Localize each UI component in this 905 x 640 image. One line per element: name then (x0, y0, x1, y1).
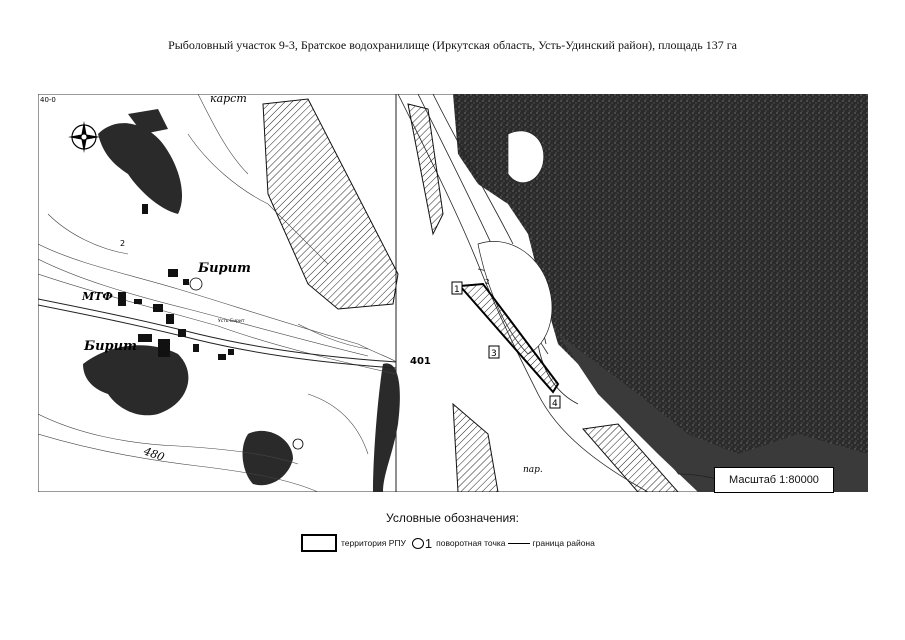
legend-turning-point-label: поворотная точка (436, 538, 506, 548)
label-mergl: мергл.аг. (413, 376, 463, 387)
label-birit-south: Бирит (84, 339, 137, 354)
turning-point-3 (489, 346, 499, 359)
border-line-icon (508, 543, 530, 544)
label-corner: 40-0 (40, 96, 56, 104)
svg-text:3: 3 (491, 349, 497, 359)
label-mtf: МТФ (82, 290, 113, 303)
page-title: Рыболовный участок 9-3, Братское водохранилище (Иркутская область, Усть-Удинский район), площадь 137 га (168, 38, 737, 52)
label-par: пар. (523, 465, 543, 475)
label-2-right: 2 (485, 278, 490, 286)
svg-text:4: 4 (552, 399, 558, 409)
legend-territory-swatch (301, 534, 337, 552)
label-elevation-480: 480 (141, 444, 167, 465)
label-road-name: Усть-Бирит (218, 319, 245, 324)
legend-territory-label: территория РПУ (341, 538, 406, 548)
legend-title: Условные обозначения: (386, 511, 519, 525)
legend-border-label: граница района (532, 538, 595, 548)
svg-text:1: 1 (454, 285, 460, 295)
label-birit-north: Бирит (198, 261, 251, 276)
label-karst: карст (210, 94, 247, 105)
turning-point-icon: 1 (412, 536, 432, 551)
turning-point-1 (452, 282, 462, 295)
turning-point-4 (550, 396, 560, 409)
map-scale: Масштаб 1:80000 (714, 467, 834, 493)
fishing-area-map (38, 94, 868, 492)
label-2-left: 2 (120, 239, 126, 248)
legend (301, 533, 595, 553)
label-elevation-401: 401 (410, 356, 431, 367)
